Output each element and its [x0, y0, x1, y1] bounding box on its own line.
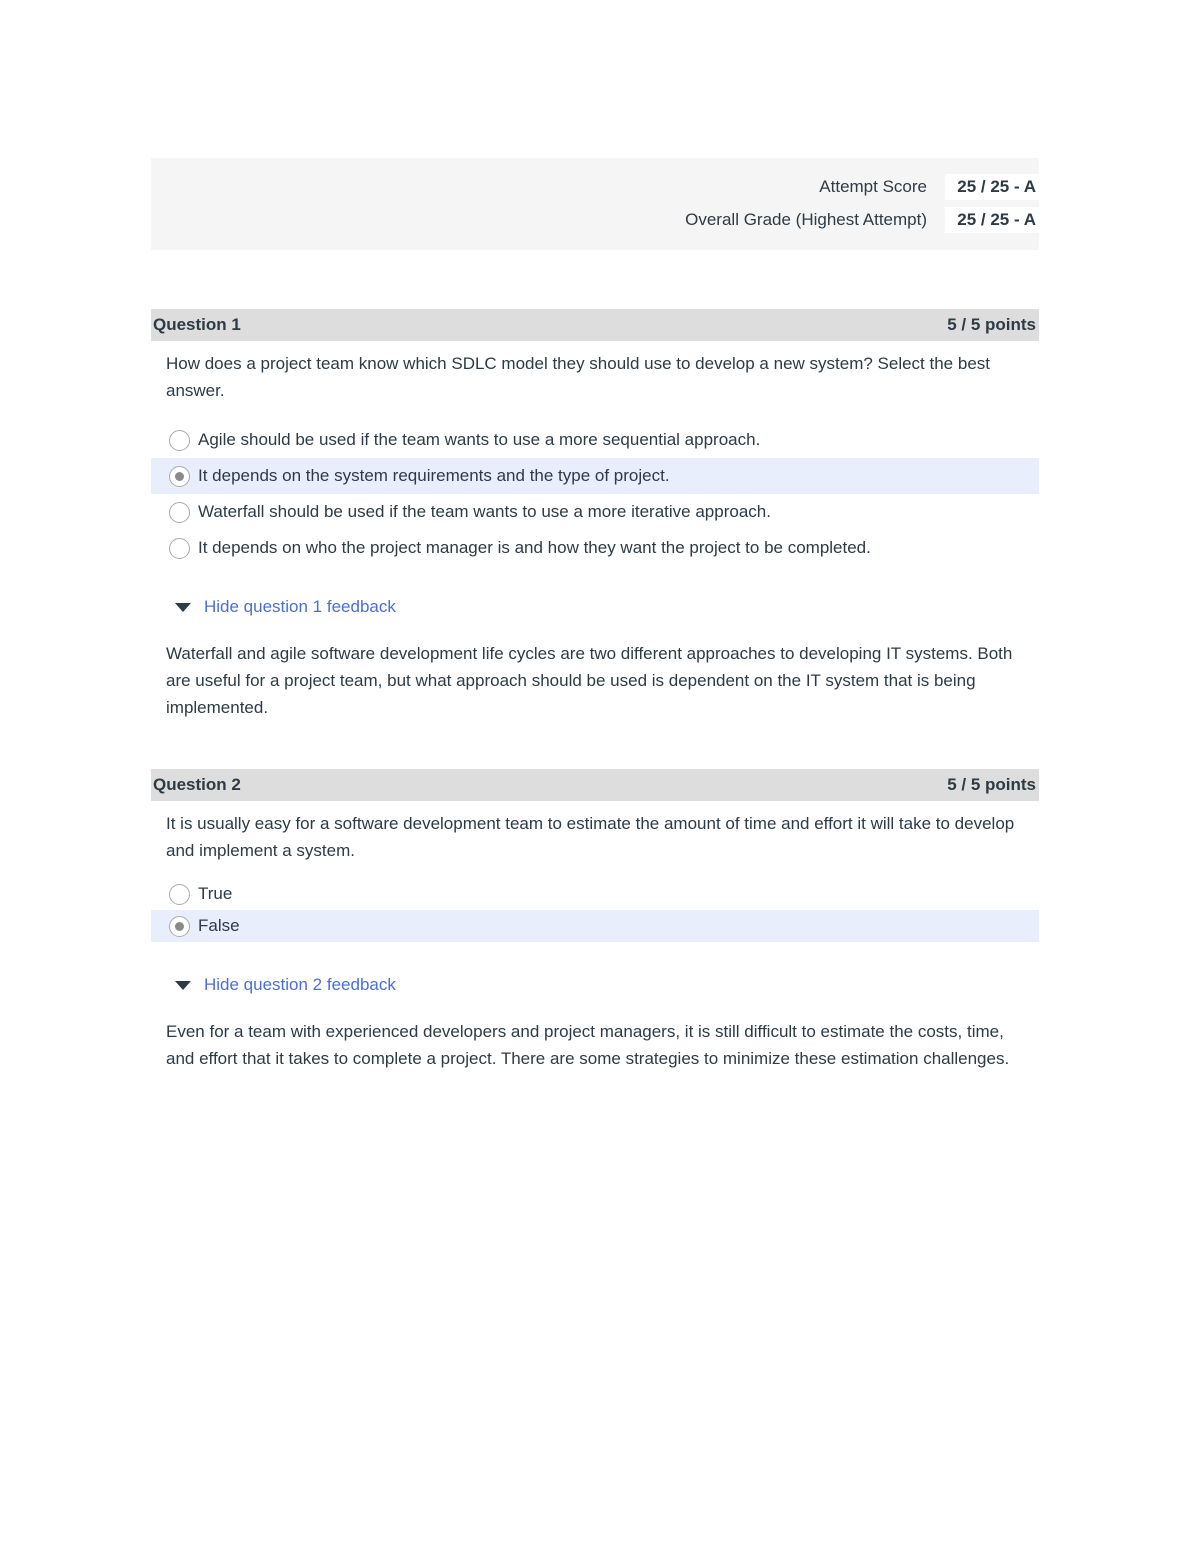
question-header	[151, 769, 1039, 801]
question-title: Question 2	[153, 775, 241, 794]
answer-label: True	[198, 884, 233, 903]
radio-button[interactable]	[169, 430, 190, 451]
question-points: 5 / 5 points	[947, 315, 1036, 334]
caret-down-icon[interactable]	[175, 603, 191, 612]
hide-feedback-link[interactable]: Hide question 1 feedback	[204, 597, 396, 616]
question-1	[151, 309, 1039, 721]
answer-option[interactable]	[151, 422, 1039, 458]
answer-option[interactable]	[151, 530, 1039, 566]
radio-button-checked[interactable]	[169, 916, 190, 937]
hide-feedback-link[interactable]: Hide question 2 feedback	[204, 975, 396, 994]
hide-feedback-toggle[interactable]	[175, 972, 1039, 998]
question-title: Question 1	[153, 315, 241, 334]
attempt-score-label: Attempt Score	[819, 177, 927, 196]
hide-feedback-toggle[interactable]	[175, 594, 1039, 620]
answer-option-selected[interactable]	[151, 458, 1039, 494]
score-summary-panel	[151, 158, 1039, 250]
overall-grade-label: Overall Grade (Highest Attempt)	[685, 210, 927, 229]
attempt-score-row	[819, 174, 1039, 200]
caret-down-icon[interactable]	[175, 981, 191, 990]
radio-button[interactable]	[169, 884, 190, 905]
attempt-score-value: 25 / 25 - A	[945, 174, 1039, 200]
overall-grade-row	[685, 207, 1039, 233]
answer-option-selected[interactable]	[151, 910, 1039, 942]
question-text: It is usually easy for a software development team to estimate the amount of time and effort it will take to develop and implement a system.	[166, 814, 1015, 860]
question-2	[151, 769, 1039, 1072]
question-points: 5 / 5 points	[947, 775, 1036, 794]
radio-button-checked[interactable]	[169, 466, 190, 487]
question-text: How does a project team know which SDLC model they should use to develop a new system? Select the best answer.	[166, 354, 990, 400]
question-header	[151, 309, 1039, 341]
answer-list	[151, 422, 1039, 566]
radio-button[interactable]	[169, 502, 190, 523]
answer-list	[151, 878, 1039, 942]
feedback-text: Even for a team with experienced developers and project managers, it is still difficult to estimate the costs, time, and effort that it takes to complete a project. There are some strategies to minimize these estimation challenges.	[166, 1022, 1010, 1068]
answer-label: It depends on who the project manager is and how they want the project to be completed.	[198, 538, 871, 557]
answer-label: False	[198, 916, 240, 935]
answer-label: It depends on the system requirements and the type of project.	[198, 466, 670, 485]
feedback-text: Waterfall and agile software development life cycles are two different approaches to developing IT systems. Both are useful for a project team, but what approach should be used is dependent on the IT system that is being implemented.	[166, 644, 1013, 717]
answer-option[interactable]	[151, 494, 1039, 530]
answer-option[interactable]	[151, 878, 1039, 910]
answer-label: Agile should be used if the team wants to use a more sequential approach.	[198, 430, 761, 449]
radio-button[interactable]	[169, 538, 190, 559]
answer-label: Waterfall should be used if the team wants to use a more iterative approach.	[198, 502, 771, 521]
overall-grade-value: 25 / 25 - A	[945, 207, 1039, 233]
